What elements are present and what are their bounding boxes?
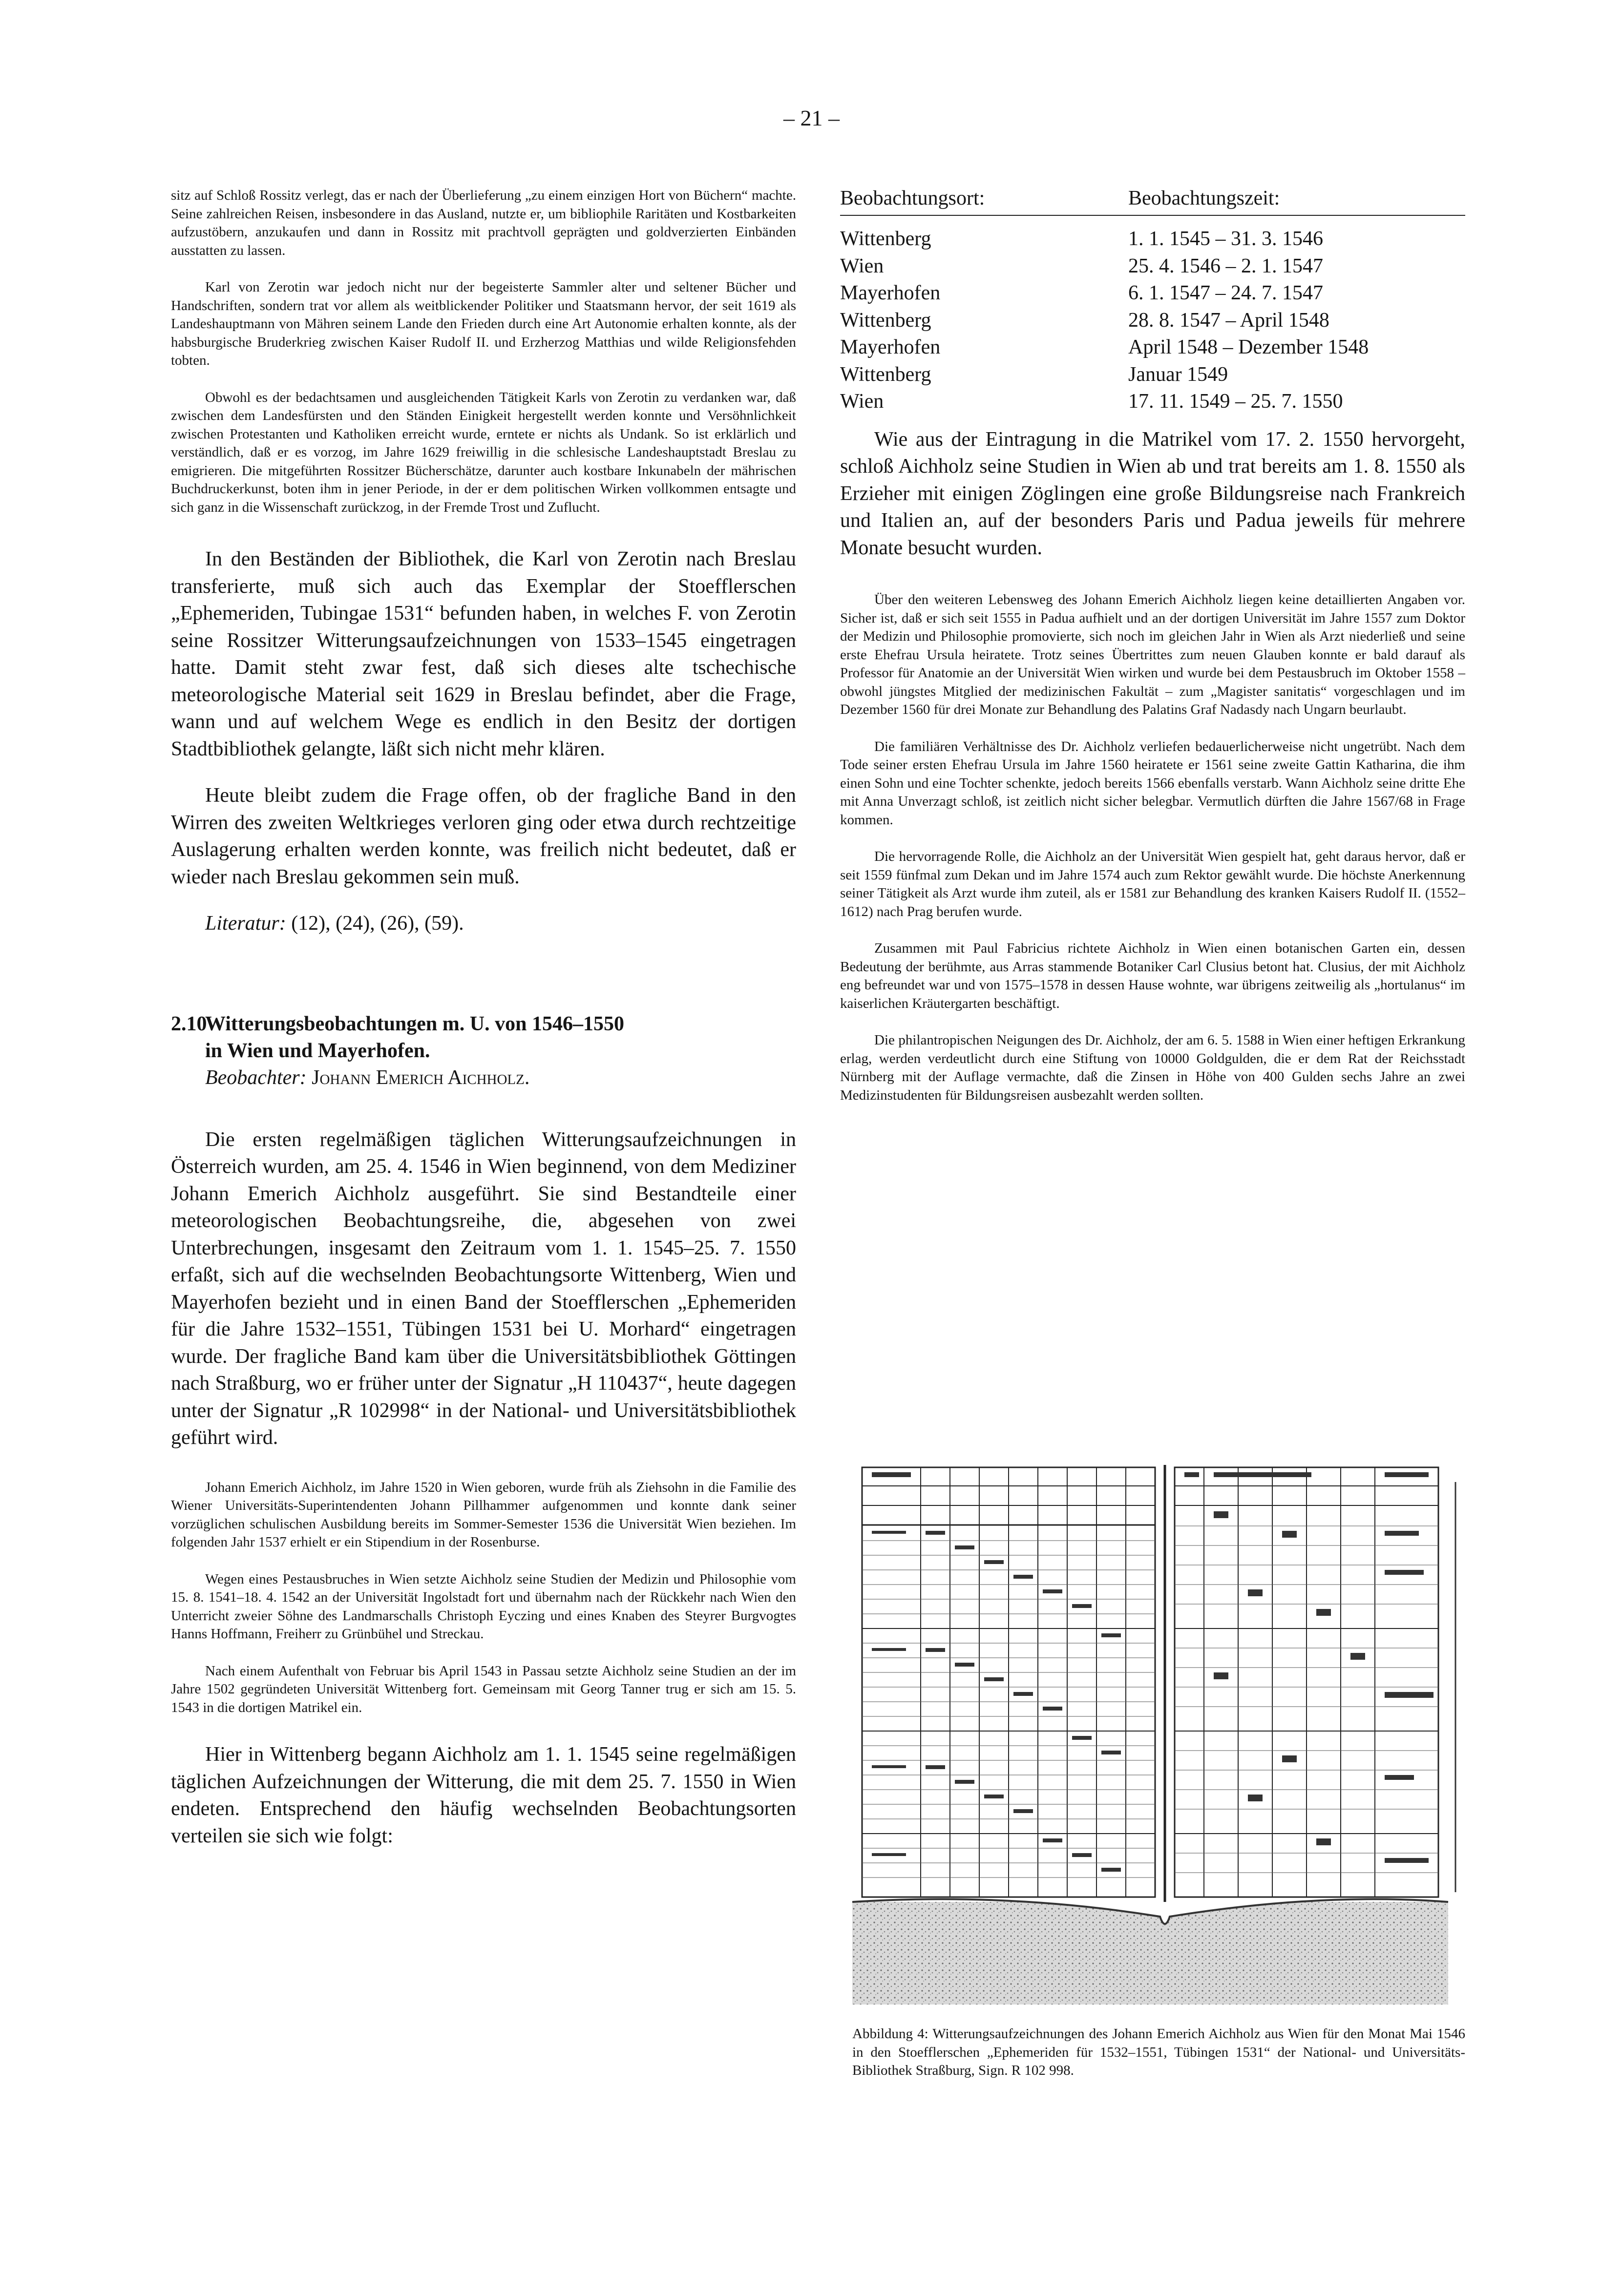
paragraph: Die philantropischen Neigungen des Dr. Aichholz, der am 6. 5. 1588 in Wien einer heftigen Erkrankung erlag, werden verdeutlicht durch eine Stiftung von 10000 Goldgulden, die er dem Rat der Reichsstadt Nürnberg mit der Auflage vermachte, daß die Zinsen in Höhe von 400 Gulden sechs Jahre an zwei Medizinstudenten für Bildungsreisen ausbezahlt werden sollten. <box>840 1032 1465 1103</box>
table-row <box>840 307 1465 334</box>
paragraph: In den Beständen der Bibliothek, die Karl von Zerotin nach Breslau transferierte, muß sich auch das Exemplar der Stoefflerschen „Ephemeriden, Tubingae 1531“ befunden haben, in welches F. von Zerotin seine Rossitzer Witterungsaufzeichnungen von 1533–1545 eingetragen hatte. Damit steht zwar fest, daß sich dieses alte tschechische meteorologische Material seit 1629 in Breslau befindet, aber die Frage, wann und auf welchem Wege es endlich in den Besitz der dortigen Stadtbibliothek gelangte, läßt sich nicht mehr klären. <box>171 548 796 760</box>
place-cell: Wien <box>840 390 884 413</box>
section-title-line-1: Witterungsbeobachtungen m. U. von 1546–1550 <box>205 1012 624 1035</box>
paragraph: Zusammen mit Paul Fabricius richtete Aichholz in Wien einen botanischen Garten ein, dessen Bedeutung der berühmte, aus Arras stammende Botaniker Carl Clusius betont hat. Clusius, der mit Aichholz eng befreundet war und von 1575–1578 in dessen Hause wohnte, war übrigens zeitweilig als „hortulanus“ im kaiserlichen Kräutergarten beschäftigt. <box>840 940 1465 1011</box>
paragraph: Die ersten regelmäßigen täglichen Witterungsaufzeichnungen in Österreich wurden, am 25. 4. 1546 in Wien beginnend, von dem Mediziner Johann Emerich Aichholz ausgeführt. Sie sind Bestandteile einer meteorologischen Beobachtungsreihe, die, abgesehen von zwei Unterbrechungen, insgesamt den Zeitraum vom 1. 1. 1545–25. 7. 1550 erfaßt, sich auf die wechselnden Beobachtungsorte Wittenberg, Wien und Mayerhofen bezieht und in einen Band der Stoefflerschen „Ephemeriden für die Jahre 1532–1551, Tübingen 1531 bei U. Morhard“ eingetragen wurde. Der fragliche Band kam über die Universitätsbibliothek Göttingen nach Straßburg, wo er früher unter der Signatur „H 110437“, heute dagegen unter der Signatur „R 102998“ in der National- und Universitätsbibliothek geführt wird. <box>171 1128 796 1449</box>
paragraph: Heute bleibt zudem die Frage offen, ob der fragliche Band in den Wirren des zweiten Weltkrieges verloren ging oder etwa durch rechtzeitige Auslagerung erhalten werden konnte, was freilich nicht bedeutet, daß er wieder nach Breslau gekommen sein muß. <box>171 784 796 888</box>
header-place: Beobachtungsort: <box>840 187 1128 215</box>
time-cell: April 1548 – Dezember 1548 <box>1128 336 1369 358</box>
time-cell: Januar 1549 <box>1128 363 1228 386</box>
table-row <box>840 388 1465 416</box>
paragraph: Wie aus der Eintragung in die Matrikel vom 17. 2. 1550 hervorgeht, schloß Aichholz seine Studien in Wien ab und trat bereits am 1. 8. 1550 als Erzieher mit einigen Zöglingen eine große Bildungsreise nach Frankreich und Italien an, auf der besonders Paris und Padua jeweils für mehrere Monate besucht wurden. <box>840 428 1465 559</box>
place-cell: Mayerhofen <box>840 336 941 358</box>
paragraph: Nach einem Aufenthalt von Februar bis April 1543 in Passau setzte Aichholz seine Studien an der im Jahre 1502 gegründeten Universität Wittenberg fort. Gemeinsam mit Georg Tanner trug er sich am 15. 5. 1543 in die dortigen Matrikel ein. <box>171 1663 796 1715</box>
observer-label: Beobachter: <box>205 1066 307 1089</box>
place-cell: Mayerhofen <box>840 282 941 304</box>
table-row <box>840 334 1465 361</box>
literature-reference <box>171 910 796 938</box>
paragraph: Die hervorragende Rolle, die Aichholz an der Universität Wien gespielt hat, geht daraus hervor, daß er seit 1559 fünfmal zum Dekan und im Jahre 1574 auch zum Rektor gewählt wurde. Die höchste Anerkennung seiner Tätigkeit als Arzt wurde ihm zuteil, als er 1581 zur Behandlung des kranken Kaisers Rudolf II. (1552–1612) nach Prag berufen wurde. <box>840 849 1465 919</box>
table-row <box>840 280 1465 307</box>
time-cell: 1. 1. 1545 – 31. 3. 1546 <box>1128 228 1323 250</box>
paragraph: Obwohl es der bedachtsamen und ausgleichenden Tätigkeit Karls von Zerotin zu verdanken war, daß zwischen dem Landesfürsten und den Ständen Einigkeit hergestellt werden konnte und Versöhnlichkeit zwischen Protestanten und Katholiken erreicht wurde, erntete er nichts als Undank. So ist erklärlich und verständlich, daß er es vorzog, im Jahre 1629 freiwillig in die schlesische Landeshauptstadt Breslau zu emigrieren. Die mitgeführten Rossitzer Bücherschätze, darunter auch kostbare Inkunabeln der mährischen Buchdruckerkunst, boten ihm in jener Periode, in der er dem politischen Wirken vollkommen entsagte und sich ganz in die Wissenschaft zurückzog, in der Fremde Trost und Zuflucht. <box>171 389 796 515</box>
paragraph: Johann Emerich Aichholz, im Jahre 1520 in Wien geboren, wurde früh als Ziehsohn in die Familie des Wiener Universitäts-Superintendenten Johann Pillhammer aufgenommen und konnte dank seiner vorzüglichen schulischen Ausbildung bereits im Sommer-Semester 1536 die Universität Wien beziehen. Im folgenden Jahr 1537 erhielt er ein Stipendium in der Rosenburse. <box>171 1479 796 1550</box>
section-title-line-2: in Wien und Mayerhofen. <box>205 1039 430 1062</box>
table-row <box>840 215 1465 253</box>
literature-refs: (12), (24), (26), (59). <box>291 912 464 935</box>
section-heading <box>171 1011 796 1091</box>
time-cell: 6. 1. 1547 – 24. 7. 1547 <box>1128 282 1323 304</box>
left-column <box>171 187 796 1869</box>
time-cell: 28. 8. 1547 – April 1548 <box>1128 309 1329 332</box>
observation-table <box>840 187 1465 416</box>
paragraph: sitz auf Schloß Rossitz verlegt, das er nach der Überlieferung „zu einem einzigen Hort von Büchern“ machte. Seine zahlreichen Reisen, insbesondere in das Ausland, nutzte er, um bibliophile Raritäten und Kostbarkeiten aufzustöbern, anzukaufen und dann in Rossitz mit prachtvoll geprägten und goldverzierten Einbänden ausstatten zu lassen. <box>171 188 796 258</box>
paragraph: Karl von Zerotin war jedoch nicht nur der begeisterte Sammler alter und seltener Bücher und Handschriften, sondern trat vor allem als weitblickender Politiker und Staatsmann hervor, der seit 1619 als Landeshauptmann von Mähren seinem Lande den Frieden durch eine Art Autonomie erhalten konnte, als der habsburgische Bruderkrieg zwischen Kaiser Rudolf II. und Erzherzog Matthias und wilde Religionsfehden tobten. <box>171 279 796 368</box>
table-row <box>840 253 1465 280</box>
observer-line <box>171 1065 796 1091</box>
place-cell: Wittenberg <box>840 309 931 332</box>
table-row <box>840 361 1465 389</box>
paragraph: Hier in Wittenberg begann Aichholz am 1. 1. 1545 seine regelmäßigen täglichen Aufzeichnungen der Witterung, die mit dem 25. 7. 1550 in Wien endeten. Entsprechend den häufig wechselnden Beobachtungsorten verteilen sie sich wie folgt: <box>171 1743 796 1847</box>
section-number: 2.10 <box>171 1012 207 1035</box>
paragraph: Über den weiteren Lebensweg des Johann Emerich Aichholz liegen keine detaillierten Angaben vor. Sicher ist, daß er sich seit 1555 in Padua aufhielt und an der dortigen Universität im Jahre 1557 zum Doktor der Medizin und Philosophie promovierte, sich noch im gleichen Jahr in Wien als Arzt niederließ und seine erste Ehefrau Ursula heiratete. Trotz seines Übertrittes zum neuen Glauben konnte er bald darauf als Professor für Anatomie an der Universität Wien wirken und wurde bei dem Pestausbruch im Oktober 1558 – obwohl jüngstes Mitglied der medizinischen Fakultät – zum „Magister sanitatis“ vorgeschlagen und im Dezember 1560 für drei Monate zur Behandlung des Palatins Graf Nadasdy nach Ungarn beurlaubt. <box>840 592 1465 717</box>
place-cell: Wittenberg <box>840 228 931 250</box>
right-column <box>840 187 1465 1123</box>
time-cell: 17. 11. 1549 – 25. 7. 1550 <box>1128 390 1343 413</box>
observer-name: Johann Emerich Aichholz. <box>312 1066 530 1089</box>
place-cell: Wien <box>840 254 884 277</box>
header-time: Beobachtungszeit: <box>1128 187 1465 215</box>
paragraph: Wegen eines Pestausbruches in Wien setzte Aichholz seine Studien der Medizin und Philosophie vom 15. 8. 1541–18. 4. 1542 an der Universität Ingolstadt fort und übernahm nach der Rückkehr nach Wien den Unterricht zweier Söhne des Landmarschalls Christoph Eyczing und eines Knaben des Steyrer Burgvogtes Hanns Hoffmann, Freiherr zu Grünbühel und Streckau. <box>171 1571 796 1642</box>
time-cell: 25. 4. 1546 – 2. 1. 1547 <box>1128 254 1323 277</box>
page-number: – 21 – <box>783 105 840 130</box>
paragraph: Die familiären Verhältnisse des Dr. Aichholz verliefen bedauerlicherweise nicht ungetrübt. Nach dem Tode seiner ersten Ehefrau Ursula im Jahre 1560 heiratete er 1561 seine zweite Gattin Katharina, die ihm einen Sohn und eine Tochter schenkte, jedoch bereits 1566 ebenfalls verstarb. Wann Aichholz seine dritte Ehe mit Anna Unverzagt schloß, ist zeitlich nicht sicher belegbar. Vermutlich dürften die Jahre 1567/68 in Frage kommen. <box>840 738 1465 828</box>
literature-label: Literatur: <box>205 912 286 935</box>
place-cell: Wittenberg <box>840 363 931 386</box>
figure-caption: Abbildung 4: Witterungsaufzeichnungen des Johann Emerich Aichholz aus Wien für den Monat Mai 1546 in den Stoefflerschen „Ephemeriden für 1532–1551, Tübingen 1531“ der National- und Universitäts-Bibliothek Straßburg, Sign. R 102 998. <box>852 2026 1465 2078</box>
ephemeris-facsimile <box>852 1462 1465 2009</box>
